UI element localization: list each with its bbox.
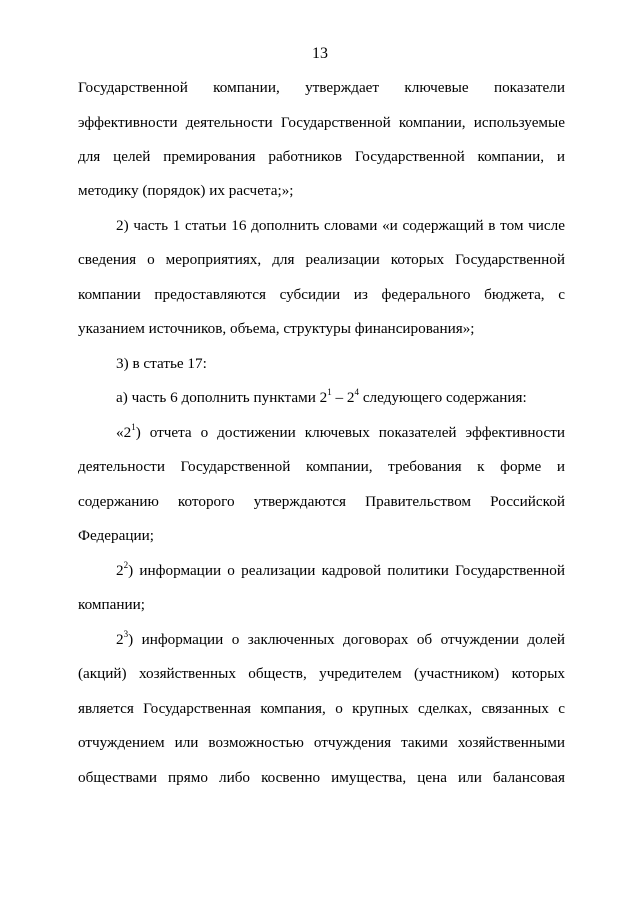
page-number: 13 <box>312 45 328 62</box>
text-line <box>116 423 565 443</box>
text-line: отчуждением или возможностью отчуждения такими хозяйственными <box>78 734 565 751</box>
text-run: 2 <box>116 562 124 579</box>
text-line: является Государственная компания, о крупных сделках, связанных с <box>78 700 565 717</box>
text-run: ) отчета о достижении ключевых показателей эффективности <box>135 424 565 441</box>
text-line <box>116 388 565 408</box>
text-line: для целей премирования работников Государственной компании, и <box>78 148 565 165</box>
text-line: содержанию которого утверждаются Правительством Российской <box>78 493 565 510</box>
superscript: 1 <box>131 421 136 432</box>
superscript: 2 <box>123 559 129 570</box>
text-run: «2 <box>116 424 132 441</box>
text-line: 2) часть 1 статьи 16 дополнить словами «и содержащий в том числе <box>116 217 565 234</box>
text-line: компании; <box>78 596 145 613</box>
text-line: сведения о мероприятиях, для реализации которых Государственной <box>78 251 565 268</box>
text-line: деятельности Государственной компании, требования к форме и <box>78 458 565 475</box>
text-line: Федерации; <box>78 527 154 544</box>
text-line: 3) в статье 17: <box>116 355 207 372</box>
text-line: обществами прямо либо косвенно имущества, цена или балансовая <box>78 769 565 786</box>
superscript: 1 <box>327 386 332 397</box>
text-line <box>116 561 565 581</box>
text-run: 2 <box>116 631 124 648</box>
text-run: ) информации о заключенных договорах об отчуждении долей <box>128 631 565 648</box>
text-line: компании предоставляются субсидии из федерального бюджета, с <box>78 286 565 303</box>
superscript: 3 <box>123 628 129 639</box>
text-line: эффективности деятельности Государственной компании, используемые <box>78 114 565 131</box>
text-run: а) часть 6 дополнить пунктами 2 <box>116 389 328 406</box>
text-line <box>116 630 565 650</box>
text-line: указанием источников, объема, структуры финансирования»; <box>78 320 475 337</box>
text-line: методику (порядок) их расчета;»; <box>78 182 294 199</box>
text-line: (акций) хозяйственных обществ, учредителем (участником) которых <box>78 665 565 682</box>
text-line: Государственной компании, утверждает ключевые показатели <box>78 79 565 96</box>
text-run: следующего содержания: <box>359 389 527 406</box>
text-run: ) информации о реализации кадровой политики Государственной <box>128 562 565 579</box>
superscript: 4 <box>354 386 360 397</box>
text-run: – 2 <box>331 389 355 406</box>
